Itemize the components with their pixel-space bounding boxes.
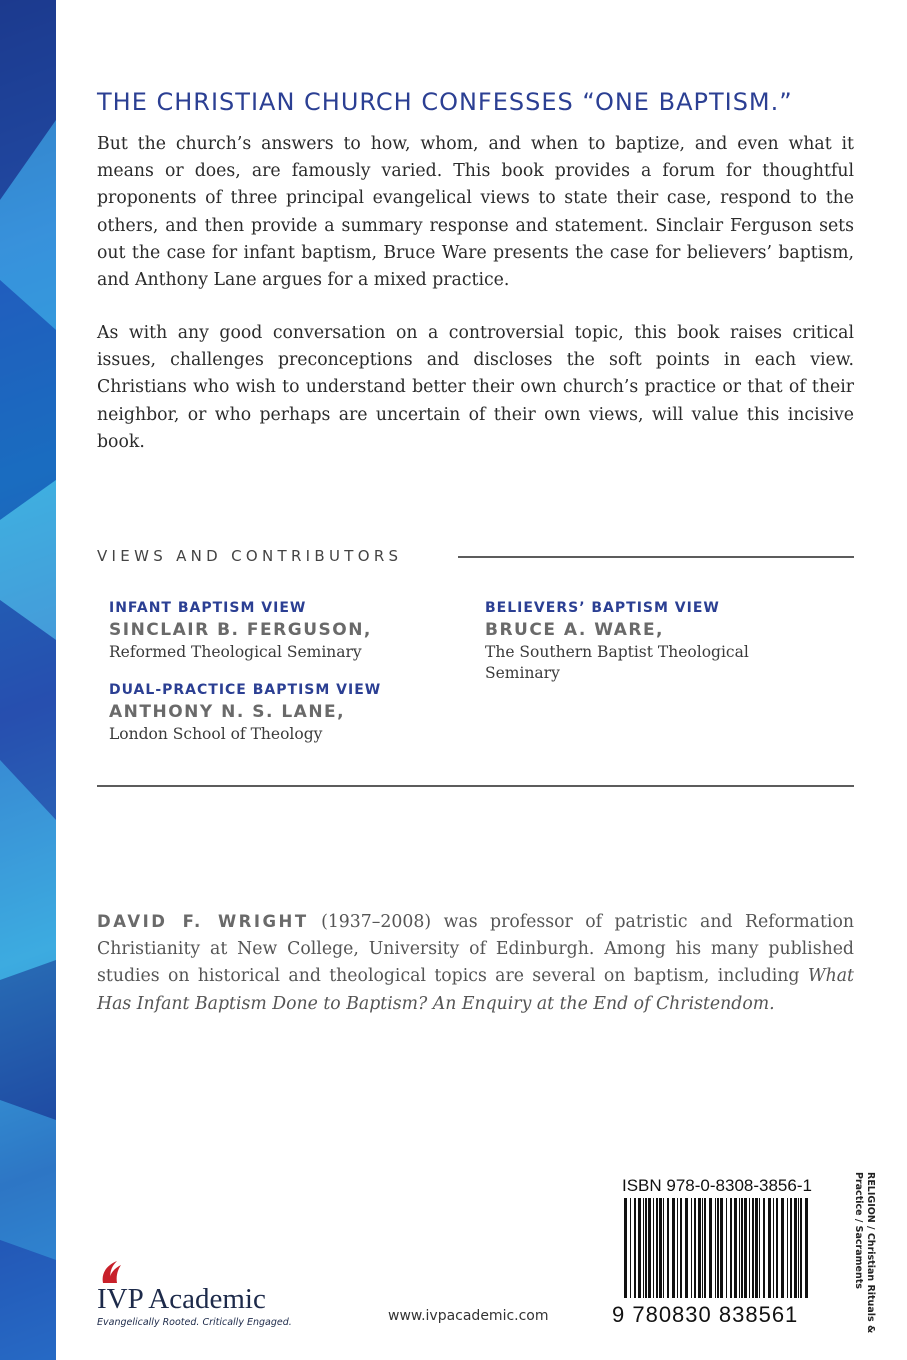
publisher-tagline: Evangelically Rooted. Critically Engaged.: [97, 1317, 292, 1328]
barcode-bar: [741, 1198, 743, 1298]
barcode-bar: [638, 1198, 641, 1298]
barcode-bar: [634, 1198, 636, 1298]
barcode-bar: [624, 1198, 627, 1298]
barcode-bar: [659, 1198, 662, 1298]
barcode-bar: [744, 1198, 747, 1298]
barcode-bar: [749, 1198, 750, 1298]
section-divider: [458, 556, 854, 558]
barcode-bar: [768, 1198, 771, 1298]
barcode-bar: [677, 1198, 678, 1298]
barcode-bar: [773, 1198, 774, 1298]
barcode-bar: [630, 1198, 631, 1298]
barcode-bar: [798, 1198, 799, 1298]
author-book-title: What Has Infant Baptism Done to Baptism? An Enquiry at the End of Christendom.: [97, 966, 854, 1014]
subject-category: RELIGION / Christian Rituals & Practice / Sacraments: [853, 1172, 876, 1334]
contributor-affiliation-ferguson: Reformed Theological Seminary: [109, 643, 362, 661]
barcode-bar: [653, 1198, 654, 1298]
barcode-digits: 9 780830 838561: [612, 1302, 799, 1327]
publisher-url: www.ivpacademic.com: [388, 1308, 549, 1324]
contributor-name-lane: ANTHONY N. S. LANE,: [109, 702, 346, 722]
contributors-bottom-divider: [97, 785, 854, 787]
publisher-logo: [97, 1255, 297, 1335]
description-paragraph-2: As with any good conversation on a controversial topic, this book raises critical issues, challenges preconceptions and discloses the soft points in each view. Christians who wish to understand better their own church’s practice or that of their neighbor, or who perhaps are uncertain of their own views, will value this incisive book.: [97, 323, 854, 452]
barcode-bar: [763, 1198, 765, 1298]
contributors-section-label: VIEWS AND CONTRIBUTORS: [97, 547, 403, 565]
barcode-bar: [656, 1198, 658, 1298]
barcode-bar: [704, 1198, 706, 1298]
publisher-name: IVP Academic: [97, 1283, 266, 1315]
barcode-bar: [720, 1198, 723, 1298]
barcode-bar: [759, 1198, 760, 1298]
view-title-infant: INFANT BAPTISM VIEW: [109, 600, 307, 616]
barcode-bar: [805, 1198, 808, 1298]
author-bio-text: (1937–2008) was professor of patristic and Reformation Christianity at New College, University of Edinburgh. Among his many published studies on historical and theological topics are several on baptism, including: [97, 912, 854, 987]
barcode-bar: [776, 1198, 778, 1298]
description-paragraph-1: But the church’s answers to how, whom, and when to baptize, and even what it means or does, are famously varied. This book provides a forum for thoughtful proponents of three principal evangelical views to state their case, respond to the others, and then provide a summary response and statement. Sinclair Ferguson sets out the case for infant baptism, Bruce Ware presents the case for believers’ baptism, and Anthony Lane argues for a mixed practice.: [97, 134, 854, 291]
barcode-bar: [648, 1198, 651, 1298]
barcode-bar: [667, 1198, 669, 1298]
barcode-bar: [752, 1198, 754, 1298]
barcode-bar: [781, 1198, 784, 1298]
barcode-bar: [730, 1198, 732, 1298]
contributor-affiliation-ware: The Southern Baptist Theological Seminary: [485, 643, 749, 682]
barcode-bar: [663, 1198, 664, 1298]
contributor-affiliation-lane: London School of Theology: [109, 725, 323, 743]
barcode-bar: [698, 1198, 701, 1298]
barcode-bar: [734, 1198, 737, 1298]
barcode-bar: [645, 1198, 647, 1298]
author-name: DAVID F. WRIGHT: [97, 912, 309, 931]
contributor-name-ferguson: SINCLAIR B. FERGUSON,: [109, 620, 372, 640]
barcode-bar: [685, 1198, 688, 1298]
view-title-dual-practice: DUAL-PRACTICE BAPTISM VIEW: [109, 682, 382, 698]
barcode-bar: [800, 1198, 802, 1298]
isbn-label: ISBN 978-0-8308-3856-1: [622, 1176, 812, 1195]
barcode-bar: [787, 1198, 788, 1298]
barcode-bar: [694, 1198, 696, 1298]
barcode-bar: [794, 1198, 797, 1298]
barcode-icon: [624, 1198, 814, 1302]
barcode-bar: [672, 1198, 675, 1298]
barcode-bar: [726, 1198, 727, 1298]
decorative-side-band: [0, 0, 56, 1360]
barcode-bar: [717, 1198, 719, 1298]
barcode-bar: [709, 1198, 712, 1298]
barcode-bar: [702, 1198, 703, 1298]
barcode-bar: [755, 1198, 758, 1298]
barcode-bar: [715, 1198, 716, 1298]
barcode-bar: [680, 1198, 682, 1298]
contributor-name-ware: BRUCE A. WARE,: [485, 620, 665, 640]
author-bio: [97, 908, 854, 1018]
cover-headline: THE CHRISTIAN CHURCH CONFESSES “ONE BAPTISM.”: [97, 88, 793, 116]
barcode-bar: [643, 1198, 644, 1298]
barcode-bar: [691, 1198, 692, 1298]
flame-icon: [97, 1255, 127, 1285]
barcode-bar: [790, 1198, 792, 1298]
barcode-bar: [739, 1198, 740, 1298]
view-title-believers: BELIEVERS’ BAPTISM VIEW: [485, 600, 720, 616]
